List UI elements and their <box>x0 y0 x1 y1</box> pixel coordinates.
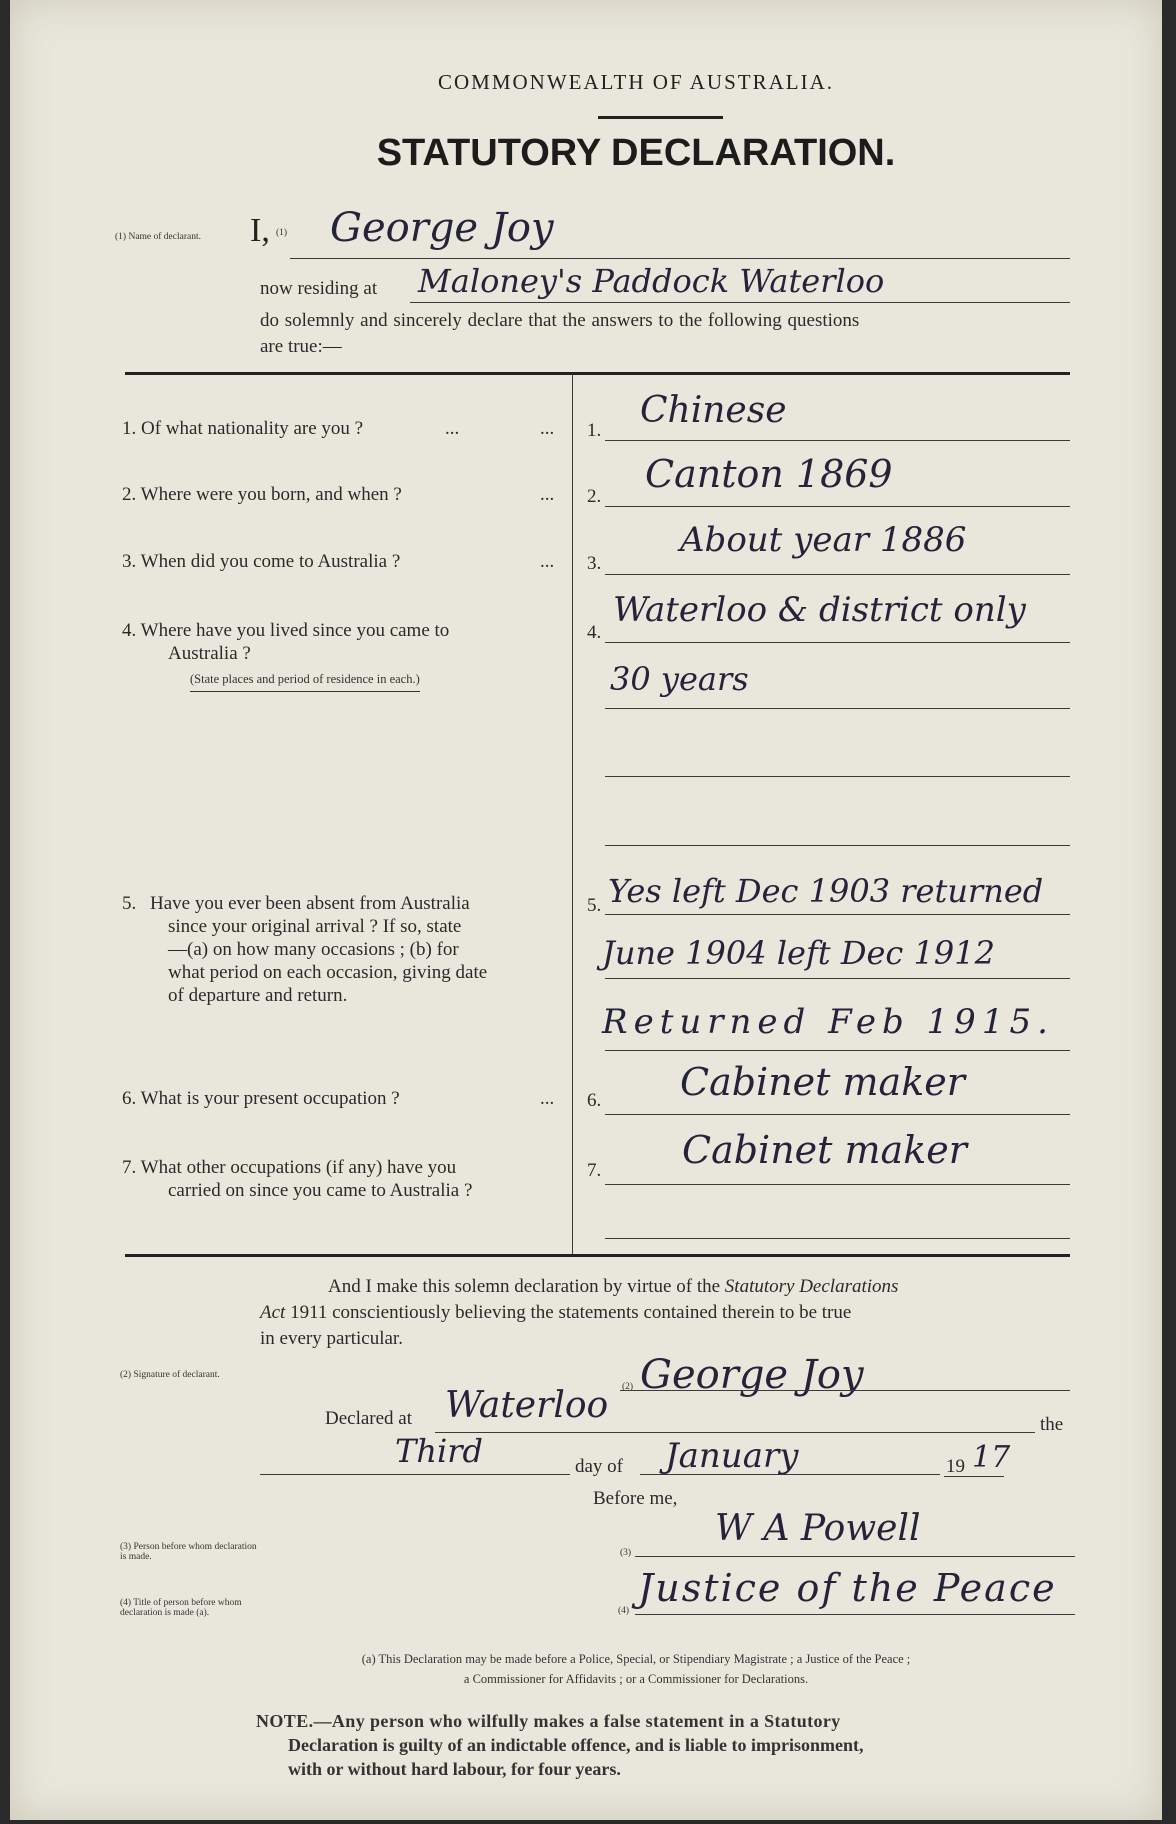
table-bottom-rule <box>125 1254 1070 1257</box>
intro-text: do solemnly and sincerely declare that the answers to the following questions <box>260 310 860 331</box>
question-text: What other occupations (if any) have you <box>140 1157 457 1178</box>
question-number: 4. <box>122 620 137 641</box>
leader-dots: ... <box>445 418 460 439</box>
question-number: 7. <box>122 1157 137 1178</box>
question-text: What is your present occupation ? <box>140 1088 400 1109</box>
question-number: 3. <box>122 551 137 572</box>
question-text: Where have you lived since you came to <box>140 620 450 641</box>
before-me-label: Before me, <box>593 1488 678 1509</box>
answer-line <box>605 506 1070 507</box>
witness-title: Justice of the Peace <box>638 1566 1057 1610</box>
solemn-line-3: in every particular. <box>260 1328 403 1349</box>
month-line <box>640 1474 940 1475</box>
answer-number: 6. <box>587 1090 602 1111</box>
act-word: Act <box>260 1302 286 1323</box>
answer-line <box>605 914 1070 915</box>
answer-number: 1. <box>587 420 602 441</box>
day-line <box>260 1474 570 1475</box>
answer-7: Cabinet maker <box>682 1128 967 1172</box>
residing-label: now residing at <box>260 278 378 299</box>
solemn-text: 1911 conscientiously believing the statements contained therein to be true <box>290 1302 852 1323</box>
note-line-3: with or without hard labour, for four years. <box>288 1759 621 1779</box>
declaration-month: January <box>665 1436 799 1476</box>
the-label: the <box>1040 1414 1064 1435</box>
question-5-number: 5. <box>122 893 137 914</box>
answer-number: 2. <box>587 486 602 507</box>
day-of-label: day of <box>575 1456 624 1477</box>
witness-line <box>635 1556 1075 1557</box>
solemn-line-1 <box>328 1276 898 1298</box>
leader-dots: ... <box>540 1088 555 1109</box>
answer-line <box>605 642 1070 643</box>
answer-line <box>605 845 1070 846</box>
answer-5-line-2: June 1904 left Dec 1912 <box>602 934 995 972</box>
question-5-line: —(a) on how many occasions ; (b) for <box>168 939 459 960</box>
question-number: 6. <box>122 1088 137 1109</box>
document-title: STATUTORY DECLARATION. <box>376 132 896 174</box>
declarant-name: George Joy <box>330 205 554 251</box>
declared-at-label: Declared at <box>325 1408 413 1429</box>
declaration-sheet <box>10 0 1162 1820</box>
leader-dots: ... <box>540 418 555 439</box>
year-suffix: 17 <box>972 1440 1011 1475</box>
ref-2: (2) <box>622 1382 634 1392</box>
answer-line <box>605 1050 1070 1051</box>
question-6 <box>122 1088 400 1110</box>
column-divider <box>572 374 573 1254</box>
answer-line <box>605 1238 1070 1239</box>
answer-4: Waterloo & district only <box>613 590 1026 630</box>
answer-2: Canton 1869 <box>645 452 893 496</box>
footnote-a: (a) This Declaration may be made before a Police, Special, or Stipendiary Magistrate ; a Justice of the Peace ; <box>361 1652 911 1666</box>
note-line-1: NOTE.—Any person who wilfully makes a false statement in a Statutory <box>256 1711 841 1731</box>
year-prefix: 19 <box>946 1456 965 1477</box>
question-7-continued: carried on since you came to Australia ? <box>168 1180 473 1201</box>
name-line <box>290 258 1070 259</box>
question-number: 2. <box>122 484 137 505</box>
country-heading: COMMONWEALTH OF AUSTRALIA. <box>438 70 834 94</box>
signature-line <box>620 1390 1070 1391</box>
answer-5-line-3: Returned Feb 1915. <box>602 1002 1054 1042</box>
question-7 <box>122 1157 456 1179</box>
leader-dots: ... <box>540 484 555 505</box>
place-line <box>435 1432 1035 1433</box>
footnote-b: a Commissioner for Affidavits ; or a Commissioner for Declarations. <box>463 1672 809 1686</box>
signature-margin-note: (2) Signature of declarant. <box>120 1370 220 1380</box>
declarant-signature: George Joy <box>640 1352 864 1398</box>
answer-number: 4. <box>587 622 602 643</box>
answer-number: 5. <box>587 895 602 916</box>
answer-line <box>605 978 1070 979</box>
person-margin-note: (3) Person before whom declaration is made. <box>120 1542 257 1562</box>
solemn-text: And I make this solemn declaration by virtue of the <box>328 1276 721 1297</box>
answer-line <box>605 776 1070 777</box>
title-line <box>635 1614 1075 1615</box>
ref-4: (4) <box>618 1606 630 1616</box>
question-1 <box>122 418 363 440</box>
question-text: Of what nationality are you ? <box>141 418 364 439</box>
solemn-line-2 <box>260 1302 851 1324</box>
declaration-day: Third <box>395 1432 483 1470</box>
title-margin-note: (4) Title of person before whom declaration is made (a). <box>120 1598 242 1618</box>
question-3 <box>122 551 400 573</box>
answer-number: 7. <box>587 1160 602 1181</box>
answer-number: 3. <box>587 553 602 574</box>
question-5-line: of departure and return. <box>168 985 348 1006</box>
intro-text-2: are true:— <box>260 336 342 357</box>
answer-line <box>605 1184 1070 1185</box>
question-4-subnote: (State places and period of residence in each.) <box>190 672 420 692</box>
declared-place: Waterloo <box>445 1385 609 1426</box>
year-line <box>944 1476 1004 1477</box>
name-margin-note: (1) Name of declarant. <box>115 232 201 242</box>
question-5-line: Have you ever been absent from Australia <box>150 893 470 914</box>
leader-dots: ... <box>540 551 555 572</box>
answer-5-line-1: Yes left Dec 1903 returned <box>608 872 1044 910</box>
question-2 <box>122 484 402 506</box>
question-4-continued: Australia ? <box>168 643 251 664</box>
declarant-pronoun: I, <box>250 212 270 249</box>
address-line <box>410 302 1070 303</box>
answer-3: About year 1886 <box>680 520 967 560</box>
act-name: Statutory Declarations <box>724 1276 899 1297</box>
table-top-rule <box>125 372 1070 375</box>
question-5-line: what period on each occasion, giving date <box>168 962 488 983</box>
question-text: When did you come to Australia ? <box>140 551 401 572</box>
witness-signature: W A Powell <box>715 1508 921 1549</box>
answer-6: Cabinet maker <box>680 1060 965 1104</box>
answer-line <box>605 1114 1070 1115</box>
question-5-line: since your original arrival ? If so, state <box>168 916 462 937</box>
declarant-address: Maloney's Paddock Waterloo <box>418 262 885 300</box>
ref-3: (3) <box>620 1548 632 1558</box>
answer-4-continued: 30 years <box>610 660 749 698</box>
answer-line <box>605 574 1070 575</box>
question-text: Where were you born, and when ? <box>140 484 402 505</box>
note-line-2: Declaration is guilty of an indictable offence, and is liable to imprisonment, <box>288 1735 864 1755</box>
ref-1: (1) <box>276 228 288 238</box>
answer-line <box>605 440 1070 441</box>
header-divider <box>598 116 723 119</box>
answer-1: Chinese <box>640 390 787 431</box>
question-number: 1. <box>122 418 137 439</box>
answer-line <box>605 708 1070 709</box>
question-4 <box>122 620 449 642</box>
